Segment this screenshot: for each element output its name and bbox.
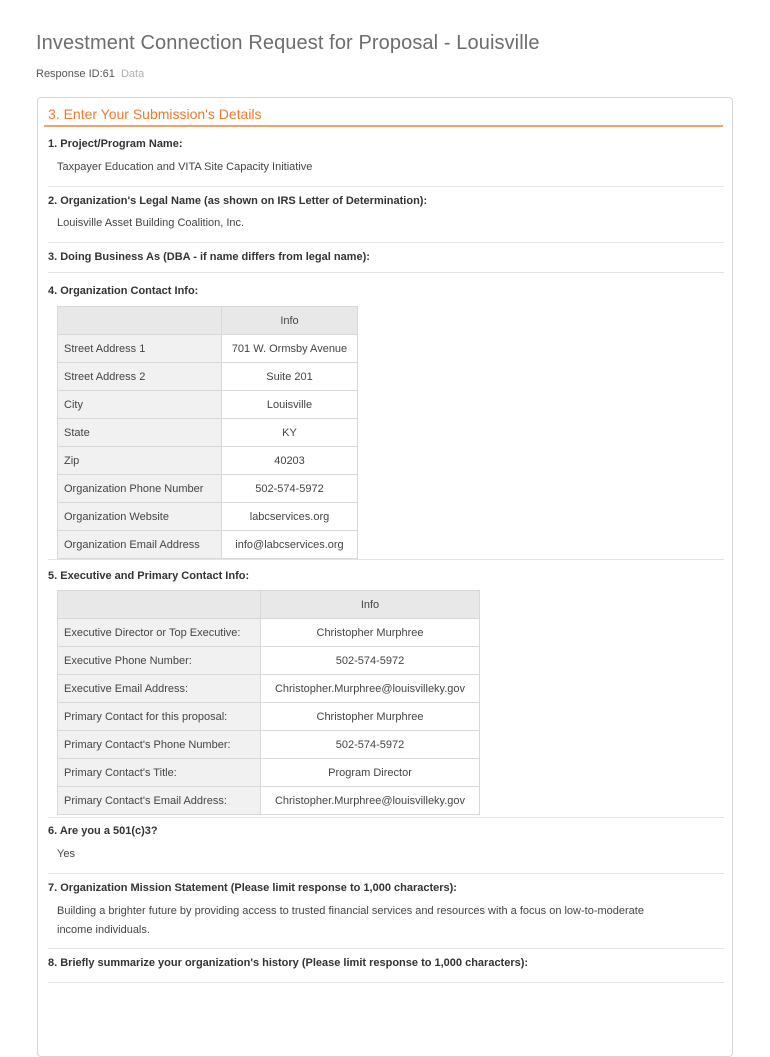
- row-label: Primary Contact's Email Address:: [58, 787, 261, 815]
- row-value: KY: [222, 419, 358, 447]
- row-value[interactable]: Christopher.Murphree@louisvilleky.gov: [261, 675, 480, 703]
- table-row: [58, 619, 480, 647]
- divider: [48, 817, 724, 818]
- question-contact-info: 4. Organization Contact Info:: [48, 285, 199, 297]
- table-row: [58, 675, 480, 703]
- table-row: [58, 447, 358, 475]
- row-value[interactable]: labcservices.org: [222, 503, 358, 531]
- row-label: Primary Contact's Phone Number:: [58, 731, 261, 759]
- section-title: 3. Enter Your Submission's Details: [48, 106, 262, 122]
- answer-mission-line-1: Building a brighter future by providing access to trusted financial services and resources with a focus on low-to-moderate: [57, 905, 644, 917]
- response-line: [36, 68, 144, 80]
- table-row: [58, 475, 358, 503]
- row-label: Organization Email Address: [58, 531, 222, 559]
- page-title: Investment Connection Request for Proposal - Louisville: [36, 32, 540, 54]
- row-value: Suite 201: [222, 363, 358, 391]
- question-legal-name: 2. Organization's Legal Name (as shown on IRS Letter of Determination):: [48, 195, 428, 207]
- divider: [48, 186, 724, 187]
- row-label: Street Address 1: [58, 335, 222, 363]
- row-value: 502-574-5972: [261, 731, 480, 759]
- section-title-rule: [44, 125, 723, 127]
- row-value: 502-574-5972: [222, 475, 358, 503]
- answer-501c3: Yes: [57, 848, 75, 860]
- answer-mission-line-2: income individuals.: [57, 924, 150, 936]
- table-row: [58, 335, 358, 363]
- table-header-blank: [58, 591, 261, 619]
- divider: [48, 948, 724, 949]
- table-row: [58, 703, 480, 731]
- row-value: Christopher Murphree: [261, 703, 480, 731]
- row-label: State: [58, 419, 222, 447]
- row-label: Organization Website: [58, 503, 222, 531]
- row-value: 40203: [222, 447, 358, 475]
- table-row: [58, 759, 480, 787]
- row-label: City: [58, 391, 222, 419]
- question-dba: 3. Doing Business As (DBA - if name differs from legal name):: [48, 251, 370, 263]
- table-row: [58, 531, 358, 559]
- table-row: [58, 731, 480, 759]
- question-organization-history: 8. Briefly summarize your organization's history (Please limit response to 1,000 characters):: [48, 957, 529, 969]
- table-header-info: Info: [222, 307, 358, 335]
- row-label: Executive Email Address:: [58, 675, 261, 703]
- row-label: Primary Contact's Title:: [58, 759, 261, 787]
- table-row: [58, 503, 358, 531]
- table-header-blank: [58, 307, 222, 335]
- divider: [48, 559, 724, 560]
- row-value: Christopher Murphree: [261, 619, 480, 647]
- table-row: [58, 363, 358, 391]
- row-value: Program Director: [261, 759, 480, 787]
- answer-project-name: Taxpayer Education and VITA Site Capacity Initiative: [57, 161, 313, 173]
- divider: [48, 873, 724, 874]
- row-value: Louisville: [222, 391, 358, 419]
- table-header-info: Info: [261, 591, 480, 619]
- submission-details-panel: [37, 97, 733, 1057]
- answer-legal-name: Louisville Asset Building Coalition, Inc.: [57, 217, 245, 229]
- response-id: Response ID:61: [36, 68, 115, 80]
- row-value[interactable]: Christopher.Murphree@louisvilleky.gov: [261, 787, 480, 815]
- divider: [48, 982, 724, 983]
- row-label: Executive Director or Top Executive:: [58, 619, 261, 647]
- row-value: 502-574-5972: [261, 647, 480, 675]
- question-executive-contact: 5. Executive and Primary Contact Info:: [48, 570, 250, 582]
- divider: [48, 272, 724, 273]
- table-row: [58, 391, 358, 419]
- question-501c3: 6. Are you a 501(c)3?: [48, 825, 158, 837]
- row-label: Zip: [58, 447, 222, 475]
- question-mission-statement: 7. Organization Mission Statement (Please limit response to 1,000 characters):: [48, 882, 457, 894]
- row-label: Organization Phone Number: [58, 475, 222, 503]
- table-row: [58, 647, 480, 675]
- table-row: [58, 419, 358, 447]
- data-link[interactable]: Data: [120, 68, 145, 80]
- contact-info-table: [57, 306, 358, 559]
- divider: [48, 242, 724, 243]
- executive-contact-table: [57, 590, 480, 815]
- question-project-name: 1. Project/Program Name:: [48, 138, 183, 150]
- row-value: 701 W. Ormsby Avenue: [222, 335, 358, 363]
- table-row: [58, 787, 480, 815]
- row-value[interactable]: info@labcservices.org: [222, 531, 358, 559]
- row-label: Primary Contact for this proposal:: [58, 703, 261, 731]
- row-label: Street Address 2: [58, 363, 222, 391]
- row-label: Executive Phone Number:: [58, 647, 261, 675]
